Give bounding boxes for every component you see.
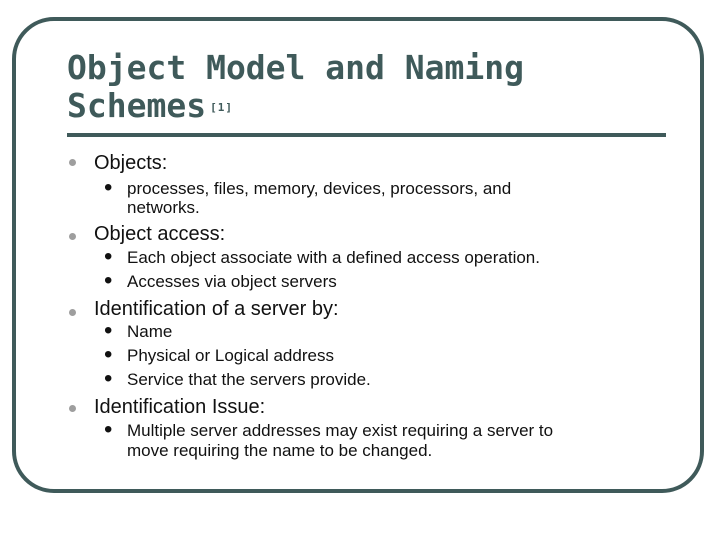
sub-item-object-servers: Accesses via object servers [127,272,337,291]
sub-item-service: Service that the servers provide. [127,370,371,389]
sub-item-address: Physical or Logical address [127,346,334,365]
sub-bullet-dot: • [104,243,113,270]
bullet-dot [69,233,76,240]
sub-item-objects-list: processes, files, memory, devices, processors, and [127,179,512,198]
slide-title [67,49,667,127]
bullet-objects: Objects: [94,152,168,174]
sub-bullet-dot: • [104,317,113,344]
bullet-server-identification: Identification of a server by: [94,298,339,320]
bullet-dot [69,309,76,316]
bullet-object-access: Object access: [94,223,226,245]
sub-bullet-dot: • [104,267,113,294]
bullet-identification-issue: Identification Issue: [94,396,266,418]
sub-item-objects-list-cont: networks. [127,198,200,217]
bullet-dot [69,405,76,412]
sub-item-multiple-addresses-cont: move requiring the name to be changed. [127,441,433,460]
sub-bullet-dot: • [104,416,113,443]
title-reference: [1] [210,100,233,114]
sub-bullet-dot: • [104,341,113,368]
sub-bullet-dot: • [104,174,113,201]
slide-title-text: Object Model and Naming Schemes [67,48,524,125]
sub-item-multiple-addresses: Multiple server addresses may exist requiring a server to [127,421,554,440]
bullet-dot [69,159,76,166]
sub-bullet-dot: • [104,365,113,392]
sub-item-name: Name [127,322,173,341]
sub-item-access-operation: Each object associate with a defined access operation. [127,248,540,267]
title-underline [67,133,666,137]
